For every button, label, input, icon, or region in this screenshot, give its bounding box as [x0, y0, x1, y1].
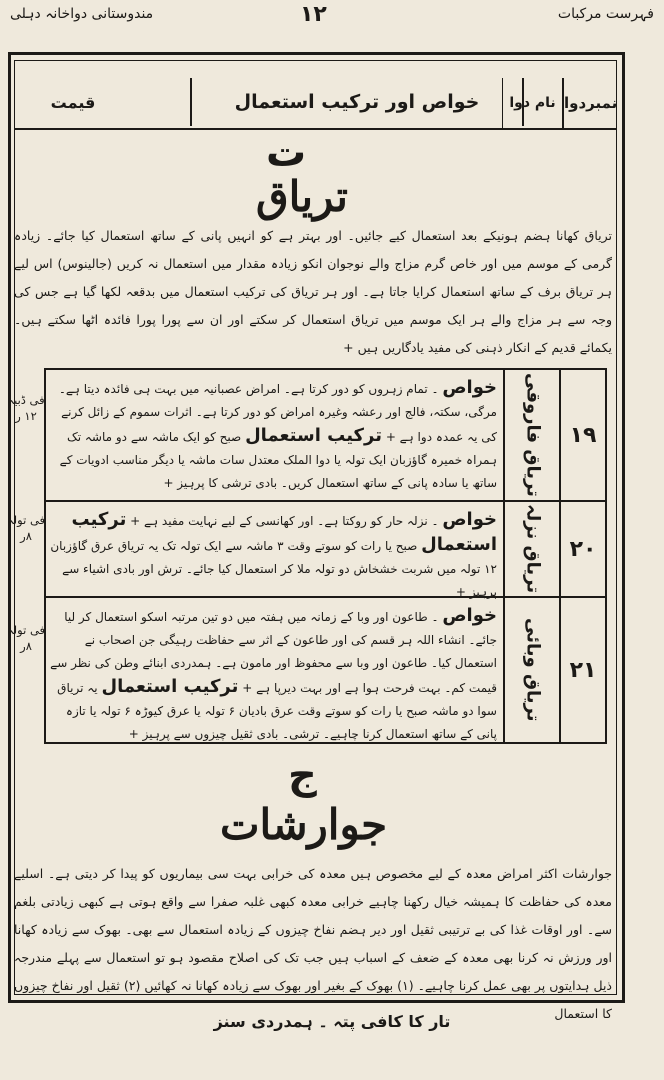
header-name: نام دوا	[502, 78, 562, 128]
item-description	[46, 370, 505, 500]
section2-intro: جوارشات اکثر امراض معدہ کے لیے مخصوص ہیں معدہ کی خرابی بہت سی بیماریوں کو پیدا کر دیتی ہے۔ اسلیے معدہ کی حفاظت کا ہمیشہ خیال رکھنا چاہیے خرابی معدہ کبھی غلبہ صفرا سے واقع ہوتی ہے کبھی زیادتی بلغم سے۔ اور اوقات غذا کی بے ترتیبی ثقیل اور دیر ہضم نفاخ چیزوں کے زیادہ استعمال سے بھی۔ بھوک سے زیادہ کھانا اور ورزش نہ کرنا بھی معدہ کے ضعف کے اسباب ہیں جب تک کی اصلاح مقصود ہو تو استعمال سے پہلے مندرجہ ذیل ہدایتوں پر بھی عمل کرنا چاہیے۔ (۱) بھوک کے بغیر اور بھوک سے زیادہ کھانا نہ کھائیں (۲) ثقیل اور نفاخ چیزوں کا استعمال	[14, 866, 612, 1021]
khawas-label: خواص	[442, 377, 497, 398]
table-row	[46, 370, 605, 502]
header-description: خواص اور ترکیب استعمال	[234, 91, 480, 113]
tarkeeb-text: یہ تریاق سوا دو ماشہ صبح یا رات کو سوتے وقت عرق بادیان ۶ تولہ یا عرق کیوڑہ ۶ تولہ یا تازہ پانی کے ساتھ استعمال کرنا چاہیے۔ ترشی۔ بادی ثقیل چیزوں سے پرہیز +	[57, 681, 497, 741]
header-price: قیمت	[50, 93, 96, 112]
tarkeeb-label: ترکیب استعمال	[101, 676, 239, 697]
tarkeeb-text: صبح کو ایک ماشہ سے دو ماشہ تک ہمراہ خمیرہ گاؤزبان ایک تولہ یا دوا الملک معتدل سات ماشہ یا دیگر مناسب ادویات کے ساتھ یا سادہ پانی کے ساتھ استعمال کریں۔ بادی ترشی کا پرہیز +	[59, 430, 497, 490]
item-name-cell	[503, 598, 561, 742]
item-number: ١٩	[559, 370, 605, 500]
table-row	[46, 502, 605, 598]
khawas-label: خواص	[442, 509, 497, 530]
item-description	[46, 502, 505, 599]
khawas-text: ۔ تمام زہروں کو دور کرتا ہے۔ امراض عصبانیہ میں بہت ہی فائدہ دیتا ہے۔ مرگی، سکتہ، فالج اور رعشہ وغیرہ امراض کو دور کرتا ہے۔ اثرات سموم کے زائل کرنے کی یہ عمدہ دوا ہے +	[58, 382, 497, 444]
item-number: ٢٠	[559, 502, 605, 596]
item-name: تریاق فاروقی	[522, 373, 544, 497]
page-number: ١٢	[300, 2, 327, 27]
item-name-cell	[503, 370, 561, 500]
section1-title: تریاق	[256, 172, 348, 221]
item-price: فی تولہ ۸ر	[6, 623, 46, 653]
tarkeeb-label: ترکیب استعمال	[245, 425, 382, 446]
header-publisher: مندوستانی دواخانہ دہلی	[10, 6, 154, 22]
section1-letter: ت	[266, 130, 307, 176]
table-row	[46, 598, 605, 742]
item-price: فی ڈبیہ ۱۲ ر	[7, 393, 45, 423]
item-number: ٢١	[559, 598, 605, 742]
item-price: فی تولہ ۸ر	[6, 513, 46, 543]
header-number: نمبردوا	[562, 78, 617, 128]
tarkeeb-text: صبح یا رات کو سوتے وقت ۳ ماشہ سے ایک تولہ تک یہ تریاق عرق گاؤزبان ۱۲ تولہ میں شربت خشخاش دو تولہ ملا کر استعمال کیا جائے۔ ترش اور بادی اشیاء سے پرہیز +	[50, 539, 497, 599]
section2-letter: ج	[288, 752, 317, 798]
khawas-text: ۔ طاعون اور وبا کے زمانہ میں ہفتہ میں دو تین مرتبہ اسکو استعمال کر لیا جائے۔ انشاء اللہ ہر قسم کی اور طاعون کے اثر سے حفاظت رہیگی جن اصحاب نے استعمال کیا۔ طاعون اور وبا سے محفوظ اور مامون ہے۔ ہمدردی ابنائے وطن کی نظر سے قیمت کم۔ بہت فرحت ہوا ہے اور بہت دیرپا ہے +	[50, 610, 497, 695]
item-description	[46, 598, 505, 742]
section2-title: جوارشات	[220, 800, 388, 849]
footer-address: تار کا کافی پتہ ۔ ہمدردی سنز	[213, 1012, 451, 1031]
item-name-cell	[503, 502, 561, 596]
section1-intro: تریاق کھانا ہضم ہونیکے بعد استعمال کیے جائیں۔ اور بہتر ہے کو انہیں پانی کے ساتھ استعمال کیا جائے۔ زیادہ گرمی کے موسم میں اور خاص گرم مزاج والے نوجوان انکو زیادہ مقدار میں استعمال نہ کریں (جالینوس) اس لیے ہر تریاق برف کے ساتھ استعمال کرایا جاتا ہے۔ اور ہر تریاق کی ترکیب استعمال میں بدقعہ لکھا گیا ہے جس کی وجہ سے ہر مزاج والے ہر ایک موسم میں تریاق استعمال کر سکتے اور ان سے پورا پورا فائدہ اٹھا سکتے ہیں۔ یکمائے قدیم کے انکار ذہنی کی مفید یادگاریں ہیں +	[14, 228, 612, 355]
remedies-table	[44, 368, 607, 744]
item-name: تریاق وبائی	[522, 618, 544, 722]
tarkeeb-label: ترکیب استعمال	[71, 509, 497, 555]
item-name: تریاق نزلہ	[522, 504, 544, 594]
khawas-text: ۔ نزلہ حار کو روکتا ہے۔ اور کھانسی کے لیے نہایت مفید ہے +	[130, 514, 439, 528]
khawas-label: خواص	[442, 605, 497, 626]
header-description-box	[190, 78, 524, 126]
header-section-title: فہرست مرکبات	[557, 6, 654, 22]
